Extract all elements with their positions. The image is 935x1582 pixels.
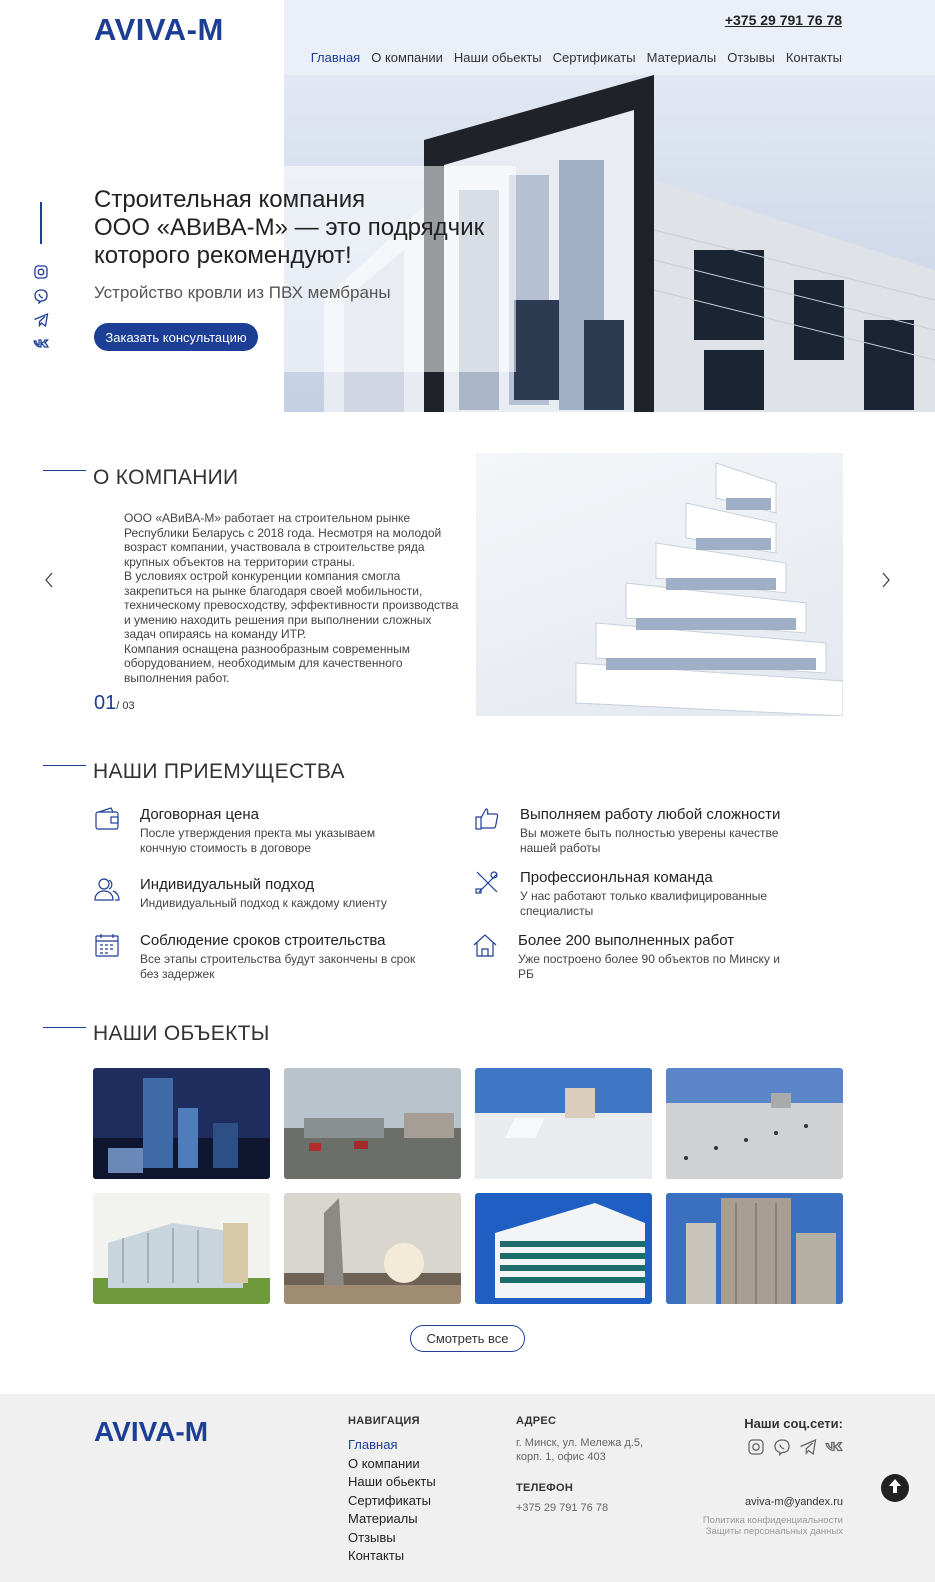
footer-nav-home[interactable]: Главная: [348, 1437, 398, 1452]
hero-title-line: Строительная компания: [94, 186, 366, 213]
advantage-desc: Индивидуальный подход к каждому клиенту: [140, 896, 387, 910]
nav-about[interactable]: О компании: [371, 50, 443, 65]
house-icon: [472, 932, 498, 958]
telegram-icon[interactable]: [33, 312, 49, 328]
advantages-title: НАШИ ПРИЕМУЩЕСТВА: [93, 760, 345, 783]
see-all-button[interactable]: Смотреть все: [410, 1325, 525, 1352]
object-photo[interactable]: [284, 1193, 461, 1304]
footer: [0, 1394, 935, 1582]
footer-phone[interactable]: +375 29 791 76 78: [516, 1502, 609, 1514]
telegram-icon[interactable]: [799, 1438, 817, 1456]
about-section-line: [43, 470, 86, 471]
advantage-title: Профессионльная команда: [520, 869, 713, 886]
viber-icon[interactable]: [33, 288, 49, 304]
arrow-up-icon: [887, 1478, 903, 1499]
object-photo[interactable]: [93, 1068, 270, 1179]
hero-title: [94, 186, 514, 270]
advantage-desc: Уже построено более 90 объектов по Минску и РБ: [518, 952, 780, 981]
instagram-icon[interactable]: [747, 1438, 765, 1456]
advantage-title: Выполняем работу любой сложности: [520, 806, 781, 823]
about-text: [124, 511, 464, 685]
objects-section-line: [43, 1027, 86, 1028]
thumbs-up-icon: [474, 806, 500, 832]
calendar-icon: [94, 932, 120, 958]
footer-address-title: АДРЕС: [516, 1415, 557, 1427]
advantage-desc: Вы можете быть полностью уверены качестве нашей работы: [520, 826, 779, 855]
consultation-button[interactable]: Заказать консультацию: [94, 323, 258, 351]
footer-nav-materials[interactable]: Материалы: [348, 1511, 418, 1526]
footer-address: [516, 1437, 643, 1464]
footer-address-line: корп. 1, офис 403: [516, 1450, 606, 1463]
footer-nav-reviews[interactable]: Отзывы: [348, 1529, 396, 1545]
footer-email[interactable]: aviva-m@yandex.ru: [745, 1496, 843, 1508]
object-photo[interactable]: [475, 1193, 652, 1304]
vk-icon[interactable]: [825, 1438, 843, 1456]
slide-total: / 03: [116, 700, 135, 712]
about-paragraph: Компания оснащена разнообразным современным оборудованием, необходимым для качественного выполнения работ.: [124, 641, 410, 685]
advantage-desc: После утверждения пректа мы указываем кончную стоимость в договоре: [140, 826, 376, 855]
side-divider: [40, 202, 42, 244]
advantage-desc: Все этапы строительства будут закончены в срок без задержек: [140, 952, 416, 981]
advantage-title: Индивидуальный подход: [140, 876, 315, 893]
footer-nav-certificates[interactable]: Сертификаты: [348, 1492, 431, 1508]
chevron-right-icon[interactable]: [880, 571, 892, 589]
object-photo[interactable]: [93, 1193, 270, 1304]
footer-social: [747, 1438, 843, 1456]
footer-social-title: Наши соц.сети:: [744, 1416, 843, 1431]
footer-nav-title: НАВИГАЦИЯ: [348, 1415, 420, 1427]
nav-materials[interactable]: Материалы: [646, 50, 717, 65]
instagram-icon[interactable]: [33, 264, 49, 280]
about-title: О КОМПАНИИ: [93, 466, 239, 489]
wallet-icon: [94, 806, 120, 832]
footer-nav-objects[interactable]: Наши обьекты: [348, 1474, 436, 1489]
nav-objects[interactable]: Наши обьекты: [453, 50, 542, 65]
tools-icon: [474, 869, 500, 895]
object-photo[interactable]: [666, 1068, 843, 1179]
about-building-image: [476, 453, 843, 716]
footer-nav-about[interactable]: О компании: [348, 1455, 420, 1471]
object-photo[interactable]: [284, 1068, 461, 1179]
slide-counter: [94, 692, 135, 715]
about-paragraph: ООО «АВиВА-М» работает на строительном рынке Республики Беларусь с 2018 года. Несмотря на молодой возраст компании, участвовала в строительстве ряда крупных объектов на территории страны.: [124, 511, 442, 569]
advantage-title: Договорная цена: [140, 806, 259, 823]
slide-current: 01: [94, 692, 117, 714]
main-nav: [311, 50, 842, 65]
footer-policy: [703, 1515, 843, 1537]
nav-reviews[interactable]: Отзывы: [727, 50, 775, 65]
object-photo[interactable]: [666, 1193, 843, 1304]
footer-logo[interactable]: AVIVA-M: [94, 1416, 209, 1447]
personal-data-link[interactable]: Защиты персональных данных: [705, 1526, 843, 1537]
vk-icon[interactable]: [33, 336, 49, 352]
advantages-section-line: [43, 765, 86, 766]
nav-contacts[interactable]: Контакты: [785, 50, 842, 65]
about-paragraph: В условиях острой конкуренции компания смогла закрепиться на рынке благодаря своей мобильности, техническому превосходству, эффективности производства и умению находить решения при выполнении сложных задач опираясь на команду ИТР.: [124, 569, 459, 641]
logo[interactable]: AVIVA-M: [94, 12, 224, 47]
hero-title-line: которого рекомендуют!: [94, 242, 352, 269]
chevron-left-icon[interactable]: [43, 571, 55, 589]
object-photo[interactable]: [475, 1068, 652, 1179]
hero-title-line: ООО «АВиВА-М» — это подрядчик: [94, 214, 485, 241]
nav-certificates[interactable]: Сертификаты: [552, 50, 636, 65]
header-phone-link[interactable]: +375 29 791 76 78: [724, 12, 842, 28]
users-icon: [94, 876, 120, 902]
advantage-desc: У нас работают только квалифицированные специалисты: [520, 889, 768, 918]
advantage-title: Соблюдение сроков строительства: [140, 932, 386, 949]
advantage-title: Более 200 выполненных работ: [518, 932, 735, 949]
privacy-policy-link[interactable]: Политика конфиденциальности: [702, 1515, 843, 1526]
objects-title: НАШИ ОБЪЕКТЫ: [93, 1022, 270, 1045]
footer-address-line: г. Минск, ул. Мележа д.5,: [516, 1437, 644, 1449]
scroll-top-button[interactable]: [881, 1474, 909, 1502]
footer-phone-title: ТЕЛЕФОН: [516, 1482, 574, 1494]
viber-icon[interactable]: [773, 1438, 791, 1456]
footer-nav-contacts[interactable]: Контакты: [348, 1548, 405, 1563]
footer-nav: [348, 1436, 436, 1566]
hero-subtitle: Устройство кровли из ПВХ мембраны: [94, 283, 391, 302]
nav-home[interactable]: Главная: [310, 50, 361, 65]
